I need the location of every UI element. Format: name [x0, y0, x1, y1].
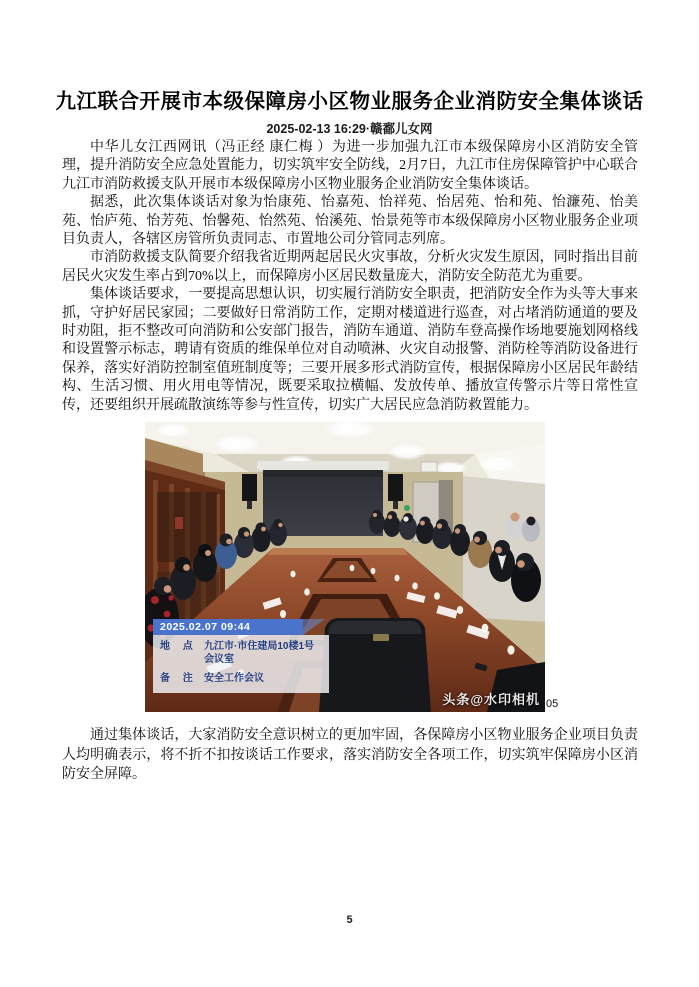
photo-watermark: 头条@水印相机: [442, 692, 540, 707]
photo-badge-location-value: 九江市·市住建局10楼1号会议室: [204, 641, 315, 665]
photo-badge-remark-row: [160, 673, 322, 686]
photo-badge-remark-label: 备 注: [160, 673, 193, 684]
article-paragraph: 据悉，此次集体谈话对象为怡康苑、怡嘉苑、怡祥苑、怡居苑、怡和苑、怡濂苑、怡美苑、怡庐苑、怡芳苑、怡馨苑、怡然苑、怡溪苑、怡景苑等市本级保障房小区物业服务企业项目负责人，各辖区房管所负责同志、市置地公司分管同志列席。: [62, 195, 638, 248]
photo-badge-remark-value: 安全工作会议: [204, 673, 264, 684]
page-number: 5: [346, 914, 353, 926]
article-closing: [62, 726, 638, 785]
article-paragraph: 通过集体谈话，大家消防安全意识树立的更加牢固，各保障房小区物业服务企业项目负责人均明确表示，将不折不扣按谈话工作要求，落实消防安全各项工作，切实筑牢保障房小区消防安全屏障。: [62, 728, 638, 782]
meeting-photo: [145, 422, 545, 712]
article-body: [62, 139, 638, 415]
article-paragraph: 中华儿女江西网讯（冯正经 康仁梅 ）为进一步加强九江市本级保障房小区消防安全管理，提升消防安全应急处置能力，切实筑牢安全防线，2月7日，九江市住房保障管护中心联合九江市消防救援支队开展市本级保障房小区物业服务企业消防安全集体谈话。: [62, 140, 638, 192]
article-paragraph: 市消防救援支队简要介绍我省近期两起居民火灾事故，分析火灾发生原因，同时指出目前居民火灾发生率占到70%以上，而保障房小区居民数量庞大，消防安全防范尤为重要。: [62, 250, 638, 284]
photo-overlay-badge: [153, 619, 329, 693]
article-title: 九江联合开展市本级保障房小区物业服务企业消防安全集体谈话: [55, 91, 644, 113]
photo-caption-number: 05: [546, 698, 559, 710]
photo-badge-datetime: 2025.02.07 09:44: [153, 619, 303, 635]
photo-badge-location-label: 地 点: [160, 641, 193, 652]
article-dateline: 2025-02-13 16:29·赣鄱儿女网: [266, 122, 433, 136]
photo-badge-location-row: [160, 641, 322, 666]
article-paragraph: 集体谈话要求，一要提高思想认识，切实履行消防安全职责，把消防安全作为头等大事来抓，守护好居民家园；二要做好日常消防工作，定期对楼道进行巡查，对占堵消防通道的要及时劝阻，拒不整改可向消防和公安部门报告，消防车通道、消防车登高操作场地要施划网格线和设置警示标志，聘请有资质的维保单位对自动喷淋、火灾自动报警、消防栓等消防设备进行保养，落实好消防控制室值班制度等；三要开展多形式消防宣传，根据保障房小区居民年龄结构、生活习惯、用火用电等情况，既要采取拉横幅、发放传单、播放宣传警示片等日常性宣传，还要组织开展疏散演练等参与性宣传，切实广大居民应急消防救置能力。: [62, 287, 638, 413]
